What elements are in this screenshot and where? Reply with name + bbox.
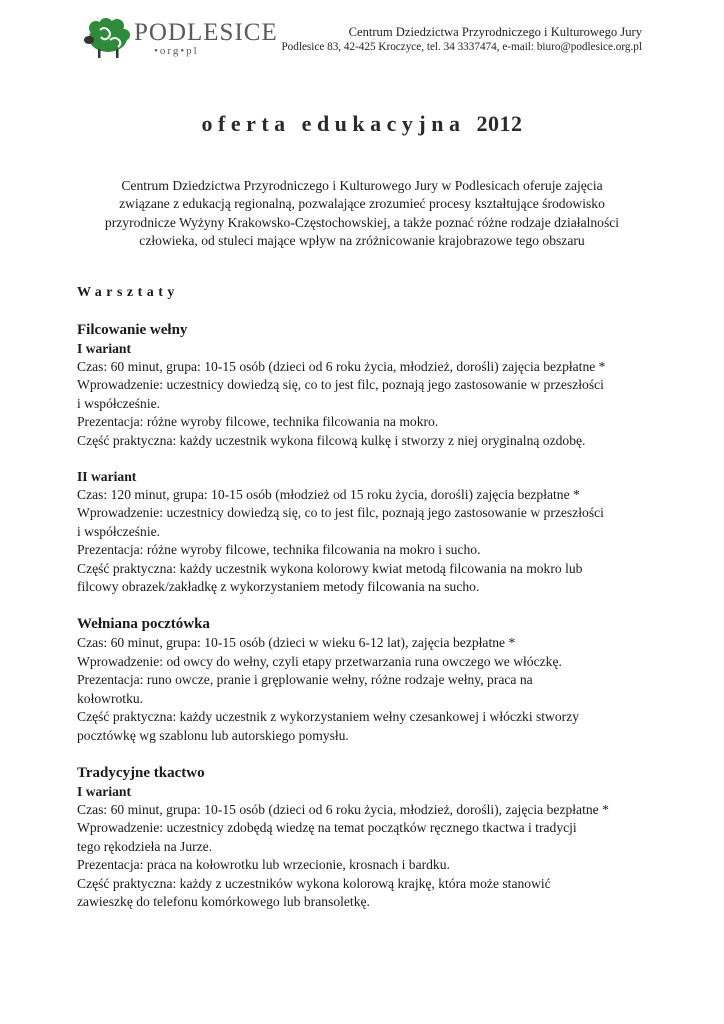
sheep-logo-icon [84, 18, 134, 62]
workshop-title: Filcowanie wełny [77, 322, 188, 338]
logo-domain: •org•pl [154, 45, 199, 57]
section-title: Warsztaty [77, 285, 179, 300]
detail-line: Czas: 120 minut, grupa: 10-15 osób (młodzież od 15 roku życia, dorośli) zajęcia bezpłatne * [77, 487, 580, 503]
detail-line: Czas: 60 minut, grupa: 10-15 osób (dzieci w wieku 6-12 lat), zajęcia bezpłatne * [77, 635, 516, 651]
variant [77, 634, 652, 744]
detail-line: kołowrotku. [77, 690, 144, 706]
org-address: Podlesice 83, 42-425 Kroczyce, tel. 34 3337474, e-mail: biuro@podlesice.org.pl [281, 41, 642, 53]
org-name: Centrum Dziedzictwa Przyrodniczego i Kulturowego Jury [348, 25, 642, 39]
detail-line: zawieszkę do telefonu komórkowego lub bransoletkę. [77, 893, 370, 909]
detail-line: Prezentacja: różne wyroby filcowe, technika filcowania na mokro i sucho. [77, 542, 481, 558]
variant [77, 783, 652, 911]
detail-line: tego rękodzieła na Jurze. [77, 838, 213, 854]
intro-line: Centrum Dziedzictwa Przyrodniczego i Kulturowego Jury w Podlesicach oferuje zajęcia [121, 178, 603, 193]
page-title [0, 111, 724, 137]
detail-line: Czas: 60 minut, grupa: 10-15 osób (dzieci od 6 roku życia, młodzież, dorośli), zajęcia bezpłatne * [77, 801, 609, 817]
detail-line: Prezentacja: runo owcze, pranie i gręplowanie wełny, różne rodzaje wełny, praca na [77, 672, 533, 688]
workshop-felting [77, 320, 652, 596]
detail-line: Wprowadzenie: uczestnicy dowiedzą się, co to jest filc, poznają jego zastosowanie w przeszłości [77, 377, 604, 393]
detail-line: Część praktyczna: każdy z uczestników wykona kolorową krajkę, która może stanowić [77, 875, 551, 891]
detail-line: Prezentacja: praca na kołowrotku lub wrzecionie, krosnach i bardku. [77, 857, 450, 873]
workshop-weaving [77, 763, 652, 911]
org-info [281, 25, 642, 55]
detail-line: i współcześnie. [77, 395, 161, 411]
detail-line: Prezentacja: różne wyroby filcowe, technika filcowania na mokro. [77, 414, 439, 430]
detail-line: Wprowadzenie: uczestnicy zdobędą wiedzę na temat początków ręcznego tkactwa i tradycji [77, 820, 577, 836]
variant-title: II wariant [77, 469, 137, 485]
logo [84, 18, 278, 62]
content [77, 282, 652, 929]
variant-title: I wariant [77, 783, 131, 799]
detail-line: i współcześnie. [77, 523, 161, 539]
detail-line: Wprowadzenie: od owcy do wełny, czyli etapy przetwarzania runa owczego we włóczkę. [77, 653, 562, 669]
title-text: oferta edukacyjna [201, 111, 466, 136]
letterhead [0, 0, 724, 72]
workshop-title: Tradycyjne tkactwo [77, 764, 205, 781]
detail-line: Część praktyczna: każdy uczestnik wykona kolorowy kwiat metodą filcowania na mokro lub [77, 560, 583, 576]
logo-name: PODLESICE [134, 19, 278, 46]
intro-line: człowieka, od stuleci mające wpływ na zróżnicowanie krajobrazowe tego obszaru [139, 233, 585, 249]
detail-line: Czas: 60 minut, grupa: 10-15 osób (dzieci od 6 roku życia, młodzież, dorośli) zajęcia bezpłatne * [77, 359, 606, 374]
variant [77, 340, 652, 450]
intro-line: przyrodnicze Wyżyny Krakowsko-Częstochowskiej, a także poznać różne rodzaje działalności [104, 214, 620, 230]
variant-title: I wariant [77, 341, 131, 356]
detail-line: Wprowadzenie: uczestnicy dowiedzą się, co to jest filc, poznają jego zastosowanie w przeszłości [77, 505, 604, 521]
detail-line: Część praktyczna: każdy uczestnik wykona filcową kulkę i stworzy z niej oryginalną ozdobę. [77, 432, 586, 448]
title-year: 2012 [476, 111, 523, 136]
intro-line: związane z edukacją regionalną, pozwalające zrozumieć procesy kształtujące środowisko [119, 196, 605, 212]
detail-line: pocztówkę wg szablonu lub autorskiego pomysłu. [77, 727, 349, 743]
intro-paragraph [76, 177, 648, 251]
workshop-title: Wełniana pocztówka [77, 616, 210, 633]
detail-line: filcowy obrazek/zakładkę z wykorzystaniem metody filcowania na sucho. [77, 579, 480, 595]
detail-line: Część praktyczna: każdy uczestnik z wykorzystaniem wełny czesankowej i włóczki stworzy [77, 709, 580, 725]
variant [77, 468, 652, 596]
workshop-postcard [77, 614, 652, 744]
